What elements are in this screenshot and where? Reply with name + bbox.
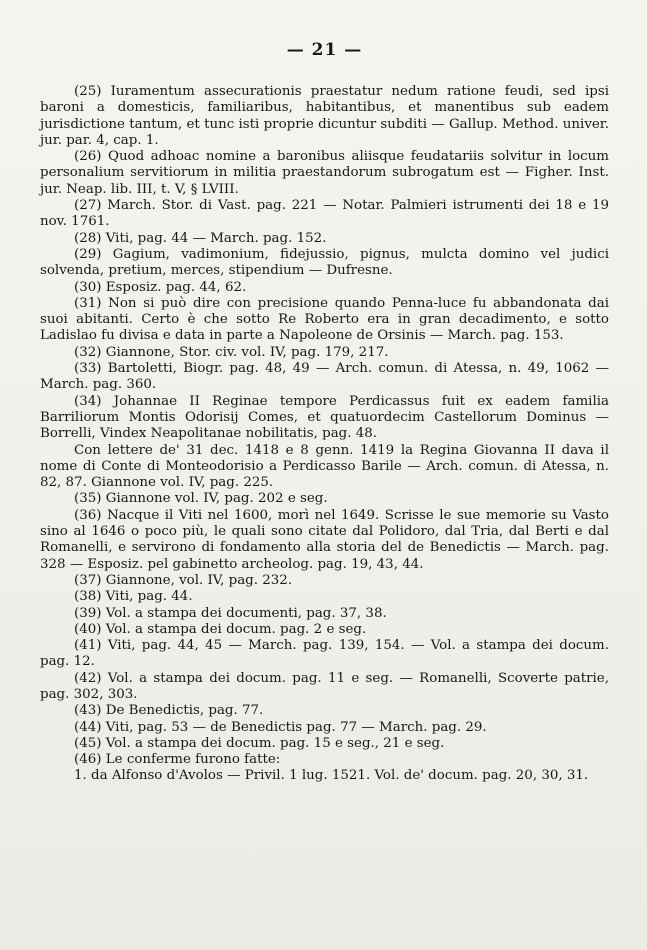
footnote: (45) Vol. a stampa dei docum. pag. 15 e seg., 21 e seg. — [74, 735, 445, 751]
footnote: (35) Giannone vol. IV, pag. 202 e seg. — [74, 491, 328, 507]
footnote: (29) Gagium, vadimonium, fidejussio, pignus, mulcta domino vel judici solvenda, pretium, merces, stipendium — Dufresne. — [40, 246, 609, 279]
footnote: Con lettere de' 31 dec. 1418 e 8 genn. 1419 la Regina Giovanna II dava il nome di Conte di Monteodorisio a Perdicasso Barile — Arch. comun. di Atessa, n. 82, 87. Giannone vol. IV, pag. 225. — [40, 442, 609, 491]
footnote: (27) March. Stor. di Vast. pag. 221 — Notar. Palmieri istrumenti dei 18 e 19 nov. 1761. — [40, 198, 609, 230]
footnote: (42) Vol. a stampa dei docum. pag. 11 e seg. — Romanelli, Scoverte patrie, pag. 302, 303. — [40, 670, 609, 702]
footnote: (43) De Benedictis, pag. 77. — [74, 703, 264, 719]
footnote: (40) Vol. a stampa dei docum. pag. 2 e seg. — [74, 621, 367, 637]
footnote: (32) Giannone, Stor. civ. vol. IV, pag. 179, 217. — [74, 344, 389, 360]
page-number: — 21 — — [286, 40, 363, 60]
footnote: (34) Johannae II Reginae tempore Perdicassus fuit ex eadem familia Barriliorum Montis Odorisij Comes, et quatuordecim Castellorum Dominus — Borrelli, Vindex Neapolitanae nobilitatis, pag. 48. — [40, 393, 609, 442]
footnotes-list — [40, 84, 609, 785]
footnote: 1. da Alfonso d'Avolos — Privil. 1 lug. 1521. Vol. de' docum. pag. 20, 30, 31. — [74, 768, 589, 784]
footnote: (25) Iuramentum assecurationis praestatur nedum ratione feudi, sed ipsi baroni a domesticis, familiaribus, habitantibus, et manentibus sub eadem jurisdictione tantum, et tunc isti proprie dicuntur subditi — Gallup. Method. univer. jur. par. 4, cap. 1. — [40, 84, 609, 148]
footnote: (46) Le conferme furono fatte: — [74, 752, 281, 768]
footnote: (41) Viti, pag. 44, 45 — March. pag. 139, 154. — Vol. a stampa dei docum. pag. 12. — [40, 638, 609, 670]
footnote: (30) Esposiz. pag. 44, 62. — [74, 279, 247, 295]
footnote: (33) Bartoletti, Biogr. pag. 48, 49 — Arch. comun. di Atessa, n. 49, 1062 — March. pag. 360. — [40, 361, 609, 393]
footnote: (39) Vol. a stampa dei documenti, pag. 37, 38. — [74, 605, 387, 621]
footnote: (37) Giannone, vol. IV, pag. 232. — [74, 572, 293, 588]
footnote: (26) Quod adhoac nomine a baronibus aliisque feudatariis solvitur in locum personalium servitiorum in militia praestandorum subrogatum est — Figher. Inst. jur. Neap. lib. III, t. V, § LVIII. — [40, 149, 609, 197]
footnote: (31) Non si può dire con precisione quando Penna-luce fu abbandonata dai suoi abitanti. Certo è che sotto Re Roberto era in gran decadimento, e sotto Ladislao fu divisa e data in parte a Napoleone de Orsinis — March. pag. 153. — [40, 295, 609, 344]
footnote: (44) Viti, pag. 53 — de Benedictis pag. 77 — March. pag. 29. — [74, 719, 487, 735]
footnote: (28) Viti, pag. 44 — March. pag. 152. — [74, 230, 327, 246]
footnote: (38) Viti, pag. 44. — [74, 589, 193, 605]
footnote: (36) Nacque il Viti nel 1600, morì nel 1649. Scrisse le sue memorie su Vasto sino al 1646 o poco più, le quali sono citate dal Polidoro, dal Tria, dal Berti e dal Romanelli, e servirono di fondamento alla storia del de Benedictis — March. pag. 328 — Esposiz. pel gabinetto archeolog. pag. 19, 43, 44. — [40, 507, 609, 572]
